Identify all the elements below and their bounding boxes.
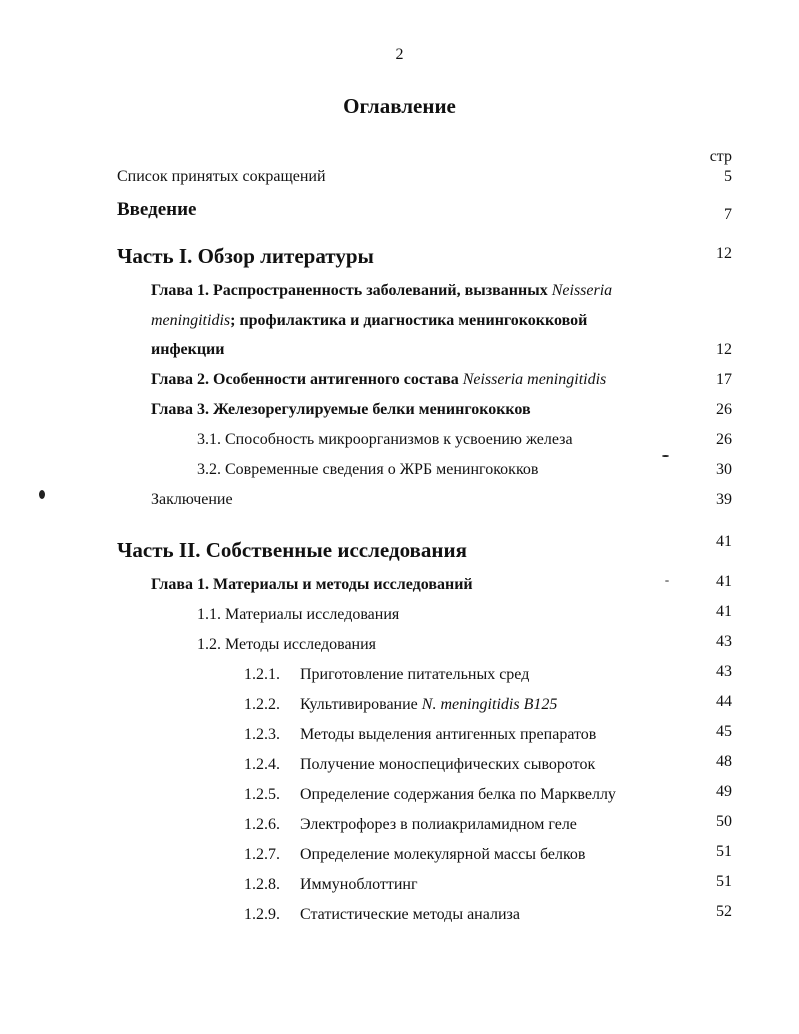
toc-entry-chapter-1-line-3[interactable]: инфекции bbox=[151, 341, 225, 358]
toc-page-subsection: 45 bbox=[716, 723, 732, 740]
toc-page-chapter-3: 26 bbox=[716, 401, 732, 418]
toc-entry-section-1-2[interactable]: 1.2. Методы исследования bbox=[197, 636, 377, 653]
chapter-1-latin-name: Neisseria bbox=[551, 282, 613, 299]
page-column-header: стр bbox=[709, 148, 732, 165]
subsection-latin-name: N. meningitidis B125 bbox=[421, 696, 558, 713]
toc-page-chapter-2: 17 bbox=[716, 371, 732, 388]
chapter-1-latin-species: meningitidis bbox=[151, 312, 231, 329]
toc-entry-chapter-1-line-2[interactable] bbox=[151, 312, 587, 330]
scan-speck bbox=[39, 490, 45, 499]
toc-entry-subsection[interactable] bbox=[244, 906, 520, 924]
toc-entry-subsection[interactable] bbox=[244, 846, 585, 864]
toc-entry-chapter-3[interactable]: Глава 3. Железорегулируемые белки менингококков bbox=[151, 401, 531, 418]
chapter-2-latin-name: Neisseria meningitidis bbox=[462, 371, 607, 388]
subsection-number: 1.2.2. bbox=[244, 696, 280, 713]
toc-page-subsection: 49 bbox=[716, 783, 732, 800]
toc-page-section-3-2: 30 bbox=[716, 461, 732, 478]
toc-page-part-1: 12 bbox=[716, 245, 732, 262]
toc-entry-conclusion[interactable]: Заключение bbox=[151, 491, 233, 508]
subsection-title: Получение моноспецифических сывороток bbox=[300, 756, 596, 773]
scan-speck bbox=[665, 580, 669, 582]
chapter-1-title-part: Глава 1. Распространенность заболеваний, вызванных bbox=[151, 282, 552, 299]
subsection-title: Определение содержания белка по Марквеллу bbox=[300, 786, 616, 803]
subsection-number: 1.2.9. bbox=[244, 906, 280, 923]
subsection-title: Методы выделения антигенных препаратов bbox=[300, 726, 597, 743]
subsection-number: 1.2.4. bbox=[244, 756, 280, 773]
page-title: Оглавление bbox=[343, 94, 456, 118]
toc-entry-section-3-2[interactable]: 3.2. Современные сведения о ЖРБ менингококков bbox=[197, 461, 539, 478]
toc-page-section-3-1: 26 bbox=[716, 431, 732, 448]
toc-page-subsection: 43 bbox=[716, 663, 732, 680]
toc-entry-chapter-2[interactable] bbox=[151, 371, 606, 389]
toc-entry-subsection[interactable] bbox=[244, 696, 557, 714]
toc-page-subsection: 51 bbox=[716, 843, 732, 860]
chapter-1-title-cont: ; профилактика и диагностика менингококковой bbox=[230, 312, 588, 329]
toc-page-subsection: 52 bbox=[716, 903, 732, 920]
toc-entry-introduction[interactable]: Введение bbox=[117, 199, 197, 220]
subsection-title: Иммуноблоттинг bbox=[300, 876, 418, 893]
subsection-number: 1.2.5. bbox=[244, 786, 280, 803]
subsection-number: 1.2.6. bbox=[244, 816, 280, 833]
subsection-title: Электрофорез в полиакриламидном геле bbox=[300, 816, 577, 833]
toc-page-introduction: 7 bbox=[724, 206, 732, 223]
toc-entry-chapter-1-line-1[interactable] bbox=[151, 282, 612, 300]
subsection-title: Культивирование bbox=[300, 696, 422, 713]
toc-page-subsection: 44 bbox=[716, 693, 732, 710]
toc-page-section-1-2: 43 bbox=[716, 633, 732, 650]
toc-page-part-2-chapter-1: 41 bbox=[716, 573, 732, 590]
toc-entry-subsection[interactable] bbox=[244, 726, 596, 744]
toc-entry-part-1[interactable]: Часть I. Обзор литературы bbox=[117, 244, 374, 268]
toc-page-part-2: 41 bbox=[716, 533, 732, 550]
toc-entry-section-1-1[interactable]: 1.1. Материалы исследования bbox=[197, 606, 400, 623]
subsection-title: Определение молекулярной массы белков bbox=[300, 846, 586, 863]
toc-entry-subsection[interactable] bbox=[244, 816, 577, 834]
toc-page-subsection: 51 bbox=[716, 873, 732, 890]
toc-entry-subsection[interactable] bbox=[244, 876, 418, 894]
subsection-title: Приготовление питательных сред bbox=[300, 666, 530, 683]
subsection-number: 1.2.3. bbox=[244, 726, 280, 743]
toc-page-subsection: 50 bbox=[716, 813, 732, 830]
scan-speck bbox=[662, 455, 669, 457]
toc-page-abbreviations: 5 bbox=[724, 168, 732, 185]
toc-entry-abbreviations[interactable]: Список принятых сокращений bbox=[117, 168, 326, 185]
toc-page-section-1-1: 41 bbox=[716, 603, 732, 620]
subsection-number: 1.2.7. bbox=[244, 846, 280, 863]
toc-entry-subsection[interactable] bbox=[244, 756, 595, 774]
toc-page-conclusion: 39 bbox=[716, 491, 732, 508]
page-number: 2 bbox=[395, 46, 404, 63]
toc-entry-subsection[interactable] bbox=[244, 666, 529, 684]
subsection-number: 1.2.1. bbox=[244, 666, 280, 683]
toc-entry-section-3-1[interactable]: 3.1. Способность микроорганизмов к усвоению железа bbox=[197, 431, 573, 448]
subsection-number: 1.2.8. bbox=[244, 876, 280, 893]
chapter-2-title-part: Глава 2. Особенности антигенного состава bbox=[151, 371, 463, 388]
toc-entry-part-2[interactable]: Часть II. Собственные исследования bbox=[117, 538, 467, 562]
toc-page-chapter-1: 12 bbox=[716, 341, 732, 358]
toc-page-subsection: 48 bbox=[716, 753, 732, 770]
toc-entry-part-2-chapter-1[interactable]: Глава 1. Материалы и методы исследований bbox=[151, 576, 473, 593]
toc-entry-subsection[interactable] bbox=[244, 786, 616, 804]
subsection-title: Статистические методы анализа bbox=[300, 906, 520, 923]
